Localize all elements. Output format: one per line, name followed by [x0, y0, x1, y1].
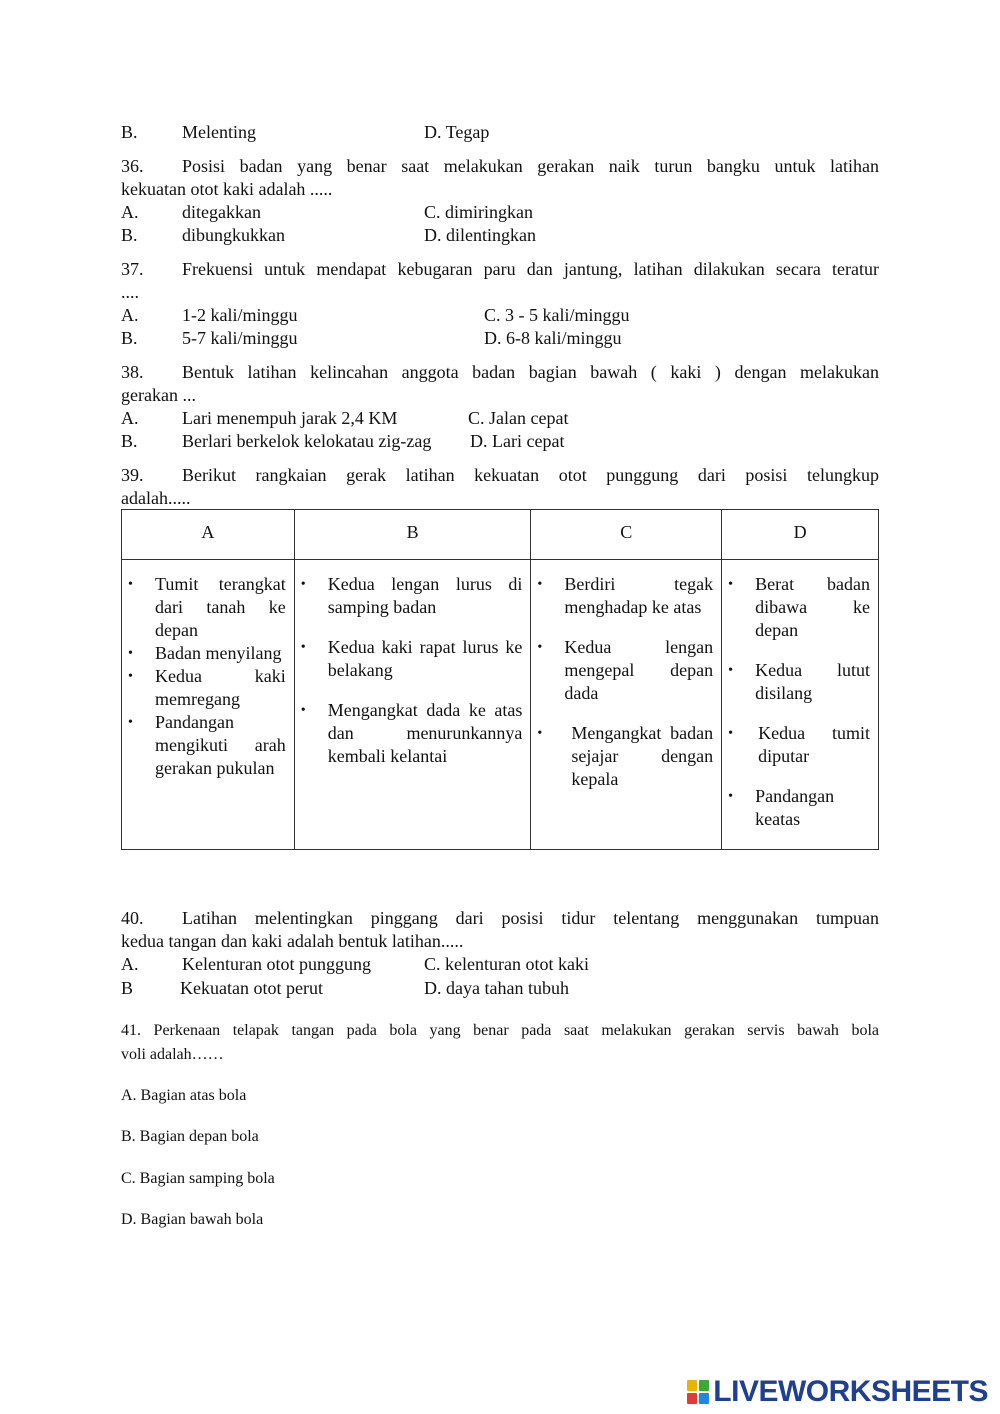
q37-number: 37. [121, 259, 144, 279]
q37-option-a-label: A. [121, 305, 139, 325]
q40-option-d: D. daya tahan tubuh [424, 978, 569, 998]
q37-option-d: D. 6-8 kali/minggu [484, 328, 622, 348]
q38-option-c: C. Jalan cepat [468, 408, 569, 428]
q38-stem-line2: gerakan ... [121, 385, 196, 405]
q35-option-d: D. Tegap [424, 122, 490, 142]
q41-option-d: D. Bagian bawah bola [121, 1211, 264, 1228]
table-header-d: D [722, 510, 879, 560]
logo-square [687, 1393, 697, 1404]
q40-option-a-label: A. [121, 954, 139, 974]
q41-option-b: B. Bagian depan bola [121, 1128, 259, 1145]
table-header-a: A [122, 510, 295, 560]
q35-option-b-label: B. [121, 122, 138, 142]
q40-stem-line2: kedua tangan dan kaki adalah bentuk latihan..... [121, 931, 464, 951]
q40-option-c: C. kelenturan otot kaki [424, 954, 589, 974]
q39-stem-line2: adalah..... [121, 488, 191, 508]
list-item: • Mengangkat dada ke atas dan menurunkannya kembali kelantai [295, 699, 531, 768]
liveworksheets-logo-icon [687, 1380, 709, 1404]
list-item: • Berat badan dibawa ke depan [722, 573, 878, 642]
q41-stem-line1: 41. Perkenaan telapak tangan pada bola yang benar pada saat melakukan gerakan servis bawah bola [121, 1022, 879, 1039]
q41-option-c: C. Bagian samping bola [121, 1170, 275, 1187]
q37-option-a: 1-2 kali/minggu [182, 305, 298, 325]
list-item: • Kedua lengan lurus di samping badan [295, 573, 531, 619]
logo-square [699, 1393, 709, 1404]
logo-square [699, 1380, 709, 1391]
list-item: • Kedua lengan mengepal depan dada [531, 636, 721, 705]
liveworksheets-logo-text: LIVEWORKSHEETS [713, 1375, 988, 1408]
q40-option-b: Kekuatan otot perut [180, 978, 323, 998]
column-b-cell [294, 560, 531, 850]
q36-option-b: dibungkukkan [182, 225, 285, 245]
q38-option-a: Lari menempuh jarak 2,4 KM [182, 408, 398, 428]
q38-option-b: Berlari berkelok kelokatau zig-zag [182, 431, 432, 451]
q38-option-b-label: B. [121, 431, 138, 451]
q36-number: 36. [121, 156, 144, 176]
q35-option-b-text: Melenting [182, 122, 256, 142]
q39-number: 39. [121, 465, 144, 485]
q36-option-a: ditegakkan [182, 202, 261, 222]
q38-stem-line1: 38. Bentuk latihan kelincahan anggota badan bagian bawah ( kaki ) dengan melakukan [121, 362, 879, 382]
list-item: • Tumit terangkat dari tanah ke depan [122, 573, 294, 642]
q37-option-c: C. 3 - 5 kali/minggu [484, 305, 630, 325]
list-item: • Pandangan mengikuti arah gerakan pukulan [122, 711, 294, 780]
q40-stem-line1: 40. Latihan melentingkan pinggang dari posisi tidur telentang menggunakan tumpuan [121, 908, 879, 928]
list-item: • Kedua kaki rapat lurus ke belakang [295, 636, 531, 682]
q40-number: 40. [121, 908, 144, 928]
liveworksheets-logo [687, 1376, 988, 1408]
list-item: • Berdiri tegak menghadap ke atas [531, 573, 721, 619]
q37-option-b-label: B. [121, 328, 138, 348]
q38-option-a-label: A. [121, 408, 139, 428]
q36-option-b-label: B. [121, 225, 138, 245]
q36-stem-line1: 36. Posisi badan yang benar saat melakukan gerakan naik turun bangku untuk latihan [121, 156, 879, 176]
logo-square [687, 1380, 697, 1391]
q40-option-a: Kelenturan otot punggung [182, 954, 371, 974]
q40-option-b-label: B [121, 978, 134, 998]
table-header-c: C [531, 510, 722, 560]
list-item: • Kedua kaki memregang [122, 665, 294, 711]
table-header-row [122, 510, 879, 560]
list-item: • Mengangkat badan sejajar dengan kepala [531, 722, 721, 791]
q41-option-a: A. Bagian atas bola [121, 1087, 247, 1104]
q37-option-b: 5-7 kali/minggu [182, 328, 298, 348]
q36-option-a-label: A. [121, 202, 139, 222]
q41-stem-line2: voli adalah…… [121, 1046, 224, 1063]
q38-number: 38. [121, 362, 144, 382]
column-d-cell [722, 560, 879, 850]
column-c-cell [531, 560, 722, 850]
q39-options-table [121, 509, 879, 850]
q37-stem-line1: 37. Frekuensi untuk mendapat kebugaran paru dan jantung, latihan dilakukan secara teratur [121, 259, 879, 279]
list-item: • Kedua tumit diputar [722, 722, 878, 768]
q37-stem-line2: .... [121, 282, 139, 302]
q36-option-d: D. dilentingkan [424, 225, 536, 245]
q36-stem-line2: kekuatan otot kaki adalah ..... [121, 179, 333, 199]
column-a-cell [122, 560, 295, 850]
q38-option-d: D. Lari cepat [470, 431, 565, 451]
table-header-b: B [294, 510, 531, 560]
list-item: • Pandangan keatas [722, 785, 878, 831]
list-item: • Kedua lutut disilang [722, 659, 878, 705]
list-item: • Badan menyilang [122, 642, 294, 665]
table-body-row [122, 560, 879, 850]
q36-option-c: C. dimiringkan [424, 202, 533, 222]
q39-stem-line1: 39. Berikut rangkaian gerak latihan kekuatan otot punggung dari posisi telungkup [121, 465, 879, 485]
